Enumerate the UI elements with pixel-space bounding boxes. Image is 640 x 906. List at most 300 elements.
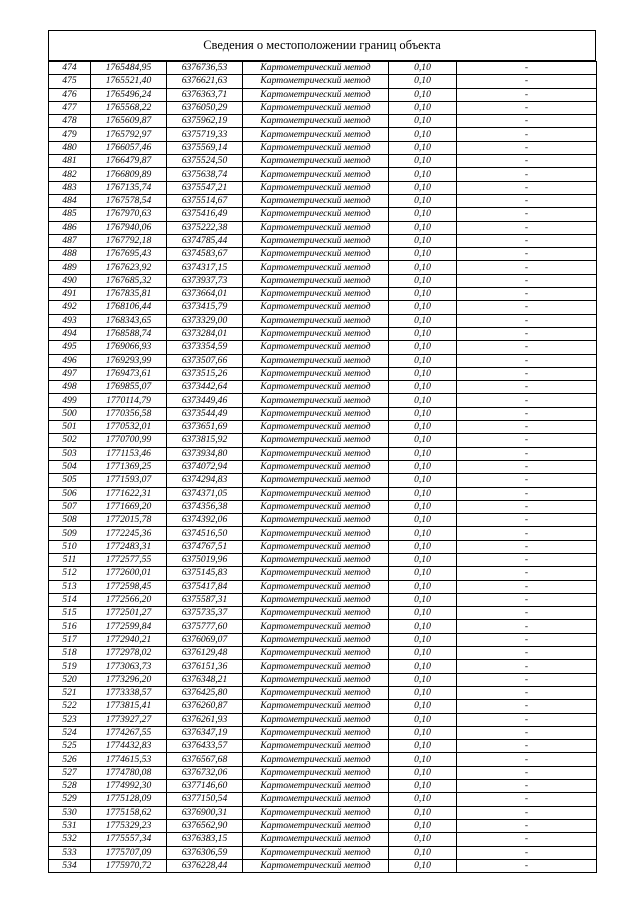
y-coordinate-cell: 6375145,83 — [167, 567, 243, 580]
description-cell: - — [457, 527, 597, 540]
y-coordinate-cell: 6376562,90 — [167, 819, 243, 832]
y-coordinate-cell: 6373815,92 — [167, 434, 243, 447]
precision-cell: 0,10 — [389, 766, 457, 779]
method-cell: Картометрический метод — [243, 793, 389, 806]
x-coordinate-cell: 1769293,99 — [91, 354, 167, 367]
x-coordinate-cell: 1775707,09 — [91, 846, 167, 859]
description-cell: - — [457, 833, 597, 846]
precision-cell: 0,10 — [389, 115, 457, 128]
description-cell: - — [457, 301, 597, 314]
description-cell: - — [457, 341, 597, 354]
y-coordinate-cell: 6374583,67 — [167, 248, 243, 261]
table-row — [49, 141, 597, 154]
x-coordinate-cell: 1765792,97 — [91, 128, 167, 141]
method-cell: Картометрический метод — [243, 766, 389, 779]
method-cell: Картометрический метод — [243, 434, 389, 447]
x-coordinate-cell: 1767970,63 — [91, 208, 167, 221]
point-number-cell: 534 — [49, 859, 91, 872]
method-cell: Картометрический метод — [243, 261, 389, 274]
table-row — [49, 394, 597, 407]
table-row — [49, 354, 597, 367]
method-cell: Картометрический метод — [243, 487, 389, 500]
description-cell: - — [457, 155, 597, 168]
description-cell: - — [457, 101, 597, 114]
precision-cell: 0,10 — [389, 155, 457, 168]
x-coordinate-cell: 1771153,46 — [91, 447, 167, 460]
point-number-cell: 502 — [49, 434, 91, 447]
description-cell: - — [457, 540, 597, 553]
point-number-cell: 476 — [49, 88, 91, 101]
x-coordinate-cell: 1772483,31 — [91, 540, 167, 553]
table-row — [49, 327, 597, 340]
precision-cell: 0,10 — [389, 487, 457, 500]
x-coordinate-cell: 1772577,55 — [91, 553, 167, 566]
description-cell: - — [457, 367, 597, 380]
point-number-cell: 506 — [49, 487, 91, 500]
precision-cell: 0,10 — [389, 354, 457, 367]
point-number-cell: 526 — [49, 753, 91, 766]
y-coordinate-cell: 6373329,00 — [167, 314, 243, 327]
y-coordinate-cell: 6375962,19 — [167, 115, 243, 128]
description-cell: - — [457, 434, 597, 447]
y-coordinate-cell: 6375514,67 — [167, 194, 243, 207]
point-number-cell: 509 — [49, 527, 91, 540]
table-row — [49, 367, 597, 380]
point-number-cell: 497 — [49, 367, 91, 380]
x-coordinate-cell: 1773063,73 — [91, 660, 167, 673]
method-cell: Картометрический метод — [243, 593, 389, 606]
y-coordinate-cell: 6374317,15 — [167, 261, 243, 274]
precision-cell: 0,10 — [389, 75, 457, 88]
point-number-cell: 474 — [49, 62, 91, 75]
description-cell: - — [457, 88, 597, 101]
point-number-cell: 521 — [49, 686, 91, 699]
x-coordinate-cell: 1774267,55 — [91, 726, 167, 739]
description-cell: - — [457, 620, 597, 633]
precision-cell: 0,10 — [389, 88, 457, 101]
description-cell: - — [457, 327, 597, 340]
point-number-cell: 485 — [49, 208, 91, 221]
x-coordinate-cell: 1773338,57 — [91, 686, 167, 699]
point-number-cell: 522 — [49, 700, 91, 713]
description-cell: - — [457, 726, 597, 739]
precision-cell: 0,10 — [389, 101, 457, 114]
method-cell: Картометрический метод — [243, 647, 389, 660]
description-cell: - — [457, 766, 597, 779]
method-cell: Картометрический метод — [243, 221, 389, 234]
precision-cell: 0,10 — [389, 819, 457, 832]
x-coordinate-cell: 1772598,45 — [91, 580, 167, 593]
table-row — [49, 673, 597, 686]
method-cell: Картометрический метод — [243, 288, 389, 301]
y-coordinate-cell: 6376228,44 — [167, 859, 243, 872]
method-cell: Картометрический метод — [243, 314, 389, 327]
description-cell: - — [457, 686, 597, 699]
y-coordinate-cell: 6373449,46 — [167, 394, 243, 407]
table-row — [49, 248, 597, 261]
point-number-cell: 498 — [49, 381, 91, 394]
x-coordinate-cell: 1772599,84 — [91, 620, 167, 633]
description-cell: - — [457, 567, 597, 580]
description-cell: - — [457, 660, 597, 673]
description-cell: - — [457, 859, 597, 872]
x-coordinate-cell: 1774432,83 — [91, 740, 167, 753]
y-coordinate-cell: 6373515,26 — [167, 367, 243, 380]
table-row — [49, 407, 597, 420]
method-cell: Картометрический метод — [243, 75, 389, 88]
table-row — [49, 819, 597, 832]
x-coordinate-cell: 1766057,46 — [91, 141, 167, 154]
precision-cell: 0,10 — [389, 341, 457, 354]
table-row — [49, 181, 597, 194]
y-coordinate-cell: 6373934,80 — [167, 447, 243, 460]
x-coordinate-cell: 1769066,93 — [91, 341, 167, 354]
table-row — [49, 620, 597, 633]
point-number-cell: 489 — [49, 261, 91, 274]
precision-cell: 0,10 — [389, 194, 457, 207]
table-row — [49, 846, 597, 859]
method-cell: Картометрический метод — [243, 394, 389, 407]
method-cell: Картометрический метод — [243, 740, 389, 753]
y-coordinate-cell: 6373415,79 — [167, 301, 243, 314]
x-coordinate-cell: 1774615,53 — [91, 753, 167, 766]
method-cell: Картометрический метод — [243, 726, 389, 739]
precision-cell: 0,10 — [389, 580, 457, 593]
x-coordinate-cell: 1770356,58 — [91, 407, 167, 420]
method-cell: Картометрический метод — [243, 753, 389, 766]
method-cell: Картометрический метод — [243, 194, 389, 207]
y-coordinate-cell: 6376433,57 — [167, 740, 243, 753]
method-cell: Картометрический метод — [243, 474, 389, 487]
y-coordinate-cell: 6374072,94 — [167, 460, 243, 473]
description-cell: - — [457, 181, 597, 194]
table-row — [49, 607, 597, 620]
description-cell: - — [457, 248, 597, 261]
table-row — [49, 314, 597, 327]
point-number-cell: 495 — [49, 341, 91, 354]
x-coordinate-cell: 1773927,27 — [91, 713, 167, 726]
table-row — [49, 421, 597, 434]
y-coordinate-cell: 6376260,87 — [167, 700, 243, 713]
table-row — [49, 88, 597, 101]
point-number-cell: 520 — [49, 673, 91, 686]
method-cell: Картометрический метод — [243, 168, 389, 181]
y-coordinate-cell: 6376736,53 — [167, 62, 243, 75]
point-number-cell: 475 — [49, 75, 91, 88]
description-cell: - — [457, 75, 597, 88]
point-number-cell: 478 — [49, 115, 91, 128]
coordinates-sheet — [48, 30, 596, 873]
description-cell: - — [457, 421, 597, 434]
table-row — [49, 194, 597, 207]
x-coordinate-cell: 1771669,20 — [91, 500, 167, 513]
table-row — [49, 288, 597, 301]
point-number-cell: 493 — [49, 314, 91, 327]
y-coordinate-cell: 6376363,71 — [167, 88, 243, 101]
method-cell: Картометрический метод — [243, 514, 389, 527]
precision-cell: 0,10 — [389, 234, 457, 247]
x-coordinate-cell: 1774992,30 — [91, 780, 167, 793]
y-coordinate-cell: 6375416,49 — [167, 208, 243, 221]
y-coordinate-cell: 6375735,37 — [167, 607, 243, 620]
method-cell: Картометрический метод — [243, 381, 389, 394]
description-cell: - — [457, 208, 597, 221]
description-cell: - — [457, 846, 597, 859]
table-row — [49, 221, 597, 234]
y-coordinate-cell: 6373544,49 — [167, 407, 243, 420]
table-row — [49, 460, 597, 473]
y-coordinate-cell: 6373664,01 — [167, 288, 243, 301]
precision-cell: 0,10 — [389, 500, 457, 513]
table-row — [49, 766, 597, 779]
y-coordinate-cell: 6375222,38 — [167, 221, 243, 234]
y-coordinate-cell: 6373651,69 — [167, 421, 243, 434]
y-coordinate-cell: 6373937,73 — [167, 274, 243, 287]
point-number-cell: 529 — [49, 793, 91, 806]
y-coordinate-cell: 6376151,36 — [167, 660, 243, 673]
x-coordinate-cell: 1767623,92 — [91, 261, 167, 274]
precision-cell: 0,10 — [389, 793, 457, 806]
description-cell: - — [457, 713, 597, 726]
description-cell: - — [457, 128, 597, 141]
table-row — [49, 700, 597, 713]
description-cell: - — [457, 806, 597, 819]
y-coordinate-cell: 6375547,21 — [167, 181, 243, 194]
precision-cell: 0,10 — [389, 726, 457, 739]
table-row — [49, 261, 597, 274]
precision-cell: 0,10 — [389, 780, 457, 793]
description-cell: - — [457, 354, 597, 367]
table-row — [49, 128, 597, 141]
precision-cell: 0,10 — [389, 394, 457, 407]
description-cell: - — [457, 141, 597, 154]
y-coordinate-cell: 6373442,64 — [167, 381, 243, 394]
y-coordinate-cell: 6374392,06 — [167, 514, 243, 527]
description-cell: - — [457, 780, 597, 793]
method-cell: Картометрический метод — [243, 367, 389, 380]
table-row — [49, 833, 597, 846]
table-row — [49, 447, 597, 460]
y-coordinate-cell: 6375019,96 — [167, 553, 243, 566]
point-number-cell: 503 — [49, 447, 91, 460]
description-cell: - — [457, 633, 597, 646]
table-row — [49, 514, 597, 527]
precision-cell: 0,10 — [389, 128, 457, 141]
precision-cell: 0,10 — [389, 633, 457, 646]
x-coordinate-cell: 1771622,31 — [91, 487, 167, 500]
description-cell: - — [457, 793, 597, 806]
x-coordinate-cell: 1774780,08 — [91, 766, 167, 779]
x-coordinate-cell: 1767578,54 — [91, 194, 167, 207]
description-cell: - — [457, 553, 597, 566]
y-coordinate-cell: 6377150,54 — [167, 793, 243, 806]
point-number-cell: 523 — [49, 713, 91, 726]
precision-cell: 0,10 — [389, 833, 457, 846]
x-coordinate-cell: 1772978,02 — [91, 647, 167, 660]
x-coordinate-cell: 1767695,43 — [91, 248, 167, 261]
description-cell: - — [457, 673, 597, 686]
y-coordinate-cell: 6375719,33 — [167, 128, 243, 141]
y-coordinate-cell: 6376069,07 — [167, 633, 243, 646]
point-number-cell: 496 — [49, 354, 91, 367]
description-cell: - — [457, 288, 597, 301]
method-cell: Картометрический метод — [243, 421, 389, 434]
method-cell: Картометрический метод — [243, 141, 389, 154]
y-coordinate-cell: 6375587,31 — [167, 593, 243, 606]
x-coordinate-cell: 1775158,62 — [91, 806, 167, 819]
description-cell: - — [457, 194, 597, 207]
method-cell: Картометрический метод — [243, 327, 389, 340]
y-coordinate-cell: 6373354,59 — [167, 341, 243, 354]
method-cell: Картометрический метод — [243, 780, 389, 793]
method-cell: Картометрический метод — [243, 301, 389, 314]
x-coordinate-cell: 1765609,87 — [91, 115, 167, 128]
point-number-cell: 508 — [49, 514, 91, 527]
method-cell: Картометрический метод — [243, 527, 389, 540]
x-coordinate-cell: 1767940,06 — [91, 221, 167, 234]
table-row — [49, 793, 597, 806]
precision-cell: 0,10 — [389, 846, 457, 859]
point-number-cell: 486 — [49, 221, 91, 234]
point-number-cell: 488 — [49, 248, 91, 261]
x-coordinate-cell: 1772501,27 — [91, 607, 167, 620]
y-coordinate-cell: 6374516,50 — [167, 527, 243, 540]
description-cell: - — [457, 168, 597, 181]
description-cell: - — [457, 500, 597, 513]
description-cell: - — [457, 487, 597, 500]
precision-cell: 0,10 — [389, 261, 457, 274]
point-number-cell: 528 — [49, 780, 91, 793]
method-cell: Картометрический метод — [243, 806, 389, 819]
precision-cell: 0,10 — [389, 753, 457, 766]
point-number-cell: 514 — [49, 593, 91, 606]
method-cell: Картометрический метод — [243, 819, 389, 832]
precision-cell: 0,10 — [389, 367, 457, 380]
method-cell: Картометрический метод — [243, 354, 389, 367]
method-cell: Картометрический метод — [243, 673, 389, 686]
table-row — [49, 487, 597, 500]
x-coordinate-cell: 1768106,44 — [91, 301, 167, 314]
precision-cell: 0,10 — [389, 647, 457, 660]
point-number-cell: 484 — [49, 194, 91, 207]
x-coordinate-cell: 1772566,20 — [91, 593, 167, 606]
x-coordinate-cell: 1765496,24 — [91, 88, 167, 101]
table-row — [49, 115, 597, 128]
method-cell: Картометрический метод — [243, 181, 389, 194]
point-number-cell: 492 — [49, 301, 91, 314]
precision-cell: 0,10 — [389, 859, 457, 872]
point-number-cell: 512 — [49, 567, 91, 580]
table-row — [49, 208, 597, 221]
precision-cell: 0,10 — [389, 553, 457, 566]
table-row — [49, 527, 597, 540]
table-row — [49, 101, 597, 114]
point-number-cell: 482 — [49, 168, 91, 181]
description-cell: - — [457, 740, 597, 753]
point-number-cell: 515 — [49, 607, 91, 620]
method-cell: Картометрический метод — [243, 633, 389, 646]
y-coordinate-cell: 6376306,59 — [167, 846, 243, 859]
x-coordinate-cell: 1765568,22 — [91, 101, 167, 114]
method-cell: Картометрический метод — [243, 101, 389, 114]
y-coordinate-cell: 6376383,15 — [167, 833, 243, 846]
method-cell: Картометрический метод — [243, 115, 389, 128]
coordinates-table — [48, 61, 597, 873]
table-row — [49, 434, 597, 447]
x-coordinate-cell: 1775329,23 — [91, 819, 167, 832]
precision-cell: 0,10 — [389, 527, 457, 540]
x-coordinate-cell: 1769473,61 — [91, 367, 167, 380]
x-coordinate-cell: 1772245,36 — [91, 527, 167, 540]
method-cell: Картометрический метод — [243, 460, 389, 473]
method-cell: Картометрический метод — [243, 208, 389, 221]
table-title: Сведения о местоположении границ объекта — [48, 30, 596, 61]
x-coordinate-cell: 1770700,99 — [91, 434, 167, 447]
y-coordinate-cell: 6375638,74 — [167, 168, 243, 181]
precision-cell: 0,10 — [389, 327, 457, 340]
table-row — [49, 301, 597, 314]
point-number-cell: 505 — [49, 474, 91, 487]
precision-cell: 0,10 — [389, 421, 457, 434]
description-cell: - — [457, 700, 597, 713]
description-cell: - — [457, 314, 597, 327]
y-coordinate-cell: 6373507,66 — [167, 354, 243, 367]
table-row — [49, 859, 597, 872]
y-coordinate-cell: 6376900,31 — [167, 806, 243, 819]
x-coordinate-cell: 1766479,87 — [91, 155, 167, 168]
x-coordinate-cell: 1770114,79 — [91, 394, 167, 407]
precision-cell: 0,10 — [389, 248, 457, 261]
precision-cell: 0,10 — [389, 62, 457, 75]
precision-cell: 0,10 — [389, 460, 457, 473]
table-row — [49, 713, 597, 726]
precision-cell: 0,10 — [389, 181, 457, 194]
y-coordinate-cell: 6375524,50 — [167, 155, 243, 168]
x-coordinate-cell: 1768588,74 — [91, 327, 167, 340]
precision-cell: 0,10 — [389, 740, 457, 753]
x-coordinate-cell: 1767685,32 — [91, 274, 167, 287]
x-coordinate-cell: 1768343,65 — [91, 314, 167, 327]
point-number-cell: 487 — [49, 234, 91, 247]
point-number-cell: 530 — [49, 806, 91, 819]
table-row — [49, 155, 597, 168]
description-cell: - — [457, 580, 597, 593]
method-cell: Картометрический метод — [243, 88, 389, 101]
precision-cell: 0,10 — [389, 620, 457, 633]
point-number-cell: 518 — [49, 647, 91, 660]
table-row — [49, 381, 597, 394]
precision-cell: 0,10 — [389, 141, 457, 154]
table-row — [49, 647, 597, 660]
x-coordinate-cell: 1773815,41 — [91, 700, 167, 713]
precision-cell: 0,10 — [389, 540, 457, 553]
method-cell: Картометрический метод — [243, 607, 389, 620]
description-cell: - — [457, 261, 597, 274]
method-cell: Картометрический метод — [243, 700, 389, 713]
point-number-cell: 477 — [49, 101, 91, 114]
point-number-cell: 480 — [49, 141, 91, 154]
table-row — [49, 593, 597, 606]
method-cell: Картометрический метод — [243, 846, 389, 859]
x-coordinate-cell: 1773296,20 — [91, 673, 167, 686]
x-coordinate-cell: 1775970,72 — [91, 859, 167, 872]
point-number-cell: 490 — [49, 274, 91, 287]
y-coordinate-cell: 6376348,21 — [167, 673, 243, 686]
point-number-cell: 494 — [49, 327, 91, 340]
table-row — [49, 633, 597, 646]
point-number-cell: 500 — [49, 407, 91, 420]
y-coordinate-cell: 6375569,14 — [167, 141, 243, 154]
